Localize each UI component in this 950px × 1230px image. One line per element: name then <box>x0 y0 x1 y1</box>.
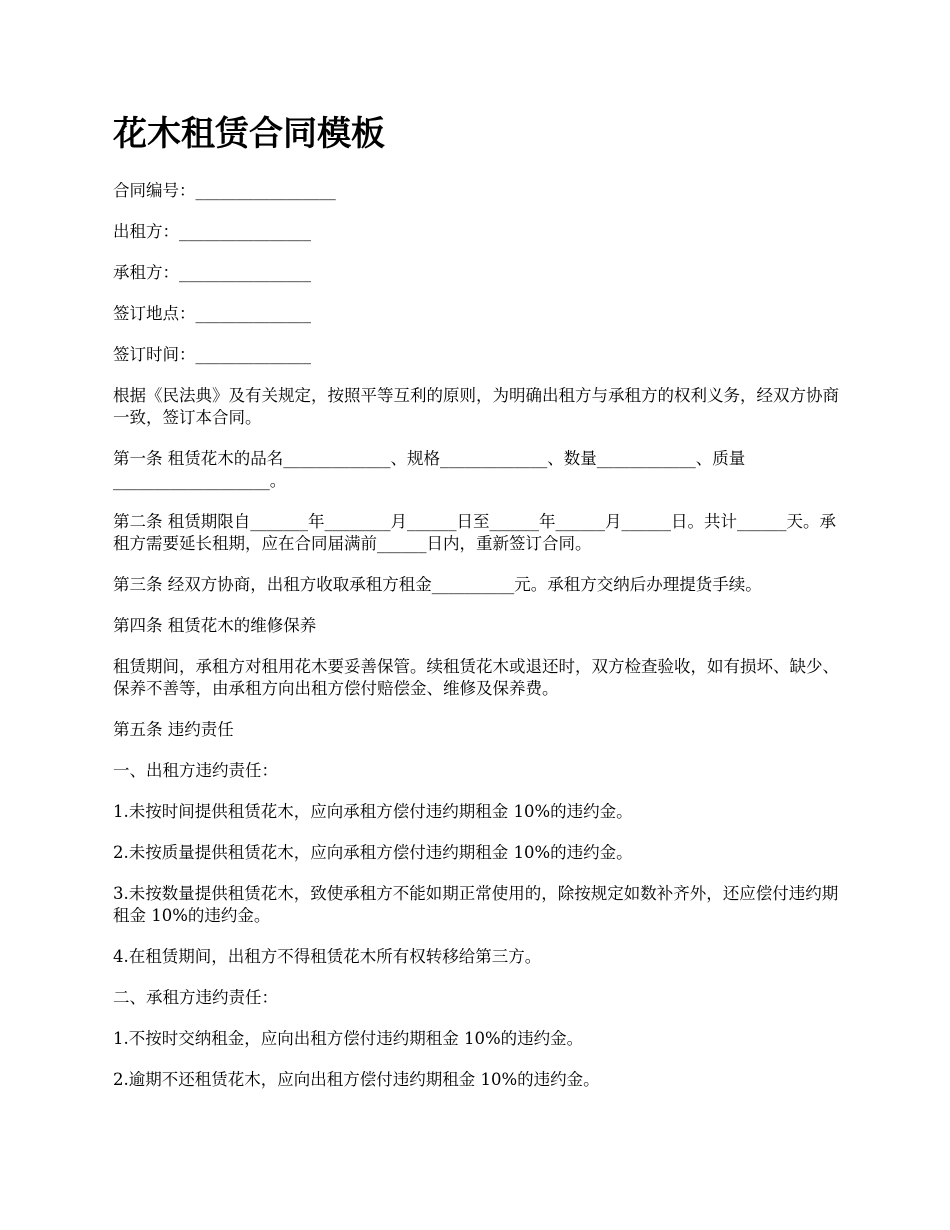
signing-place-line: 签订地点：______________ <box>113 304 311 323</box>
article-2: 第二条 租赁期限自_______年________月______日至______年______月______日。共计______天。承租方需要延长租期，应在合同届满前______日内，重新签订合同。 <box>113 512 836 553</box>
article-4-body: 租赁期间，承租方对租用花木要妥善保管。续租赁花木或退还时，双方检查验收，如有损坏、缺少、保养不善等，由承租方向出租方偿付赔偿金、维修及保养费。 <box>113 657 839 698</box>
contract-number-line: 合同编号：_________________ <box>113 181 336 200</box>
lessee-liability-heading: 二、承租方违约责任： <box>113 988 278 1007</box>
lessor-liability-item-1: 1.未按时间提供租赁花木，应向承租方偿付违约期租金 10%的违约金。 <box>113 802 633 821</box>
lessee-liability-item-2: 2.逾期不还租赁花木，应向出租方偿付违约期租金 10%的违约金。 <box>113 1070 600 1089</box>
lessor-line: 出租方：________________ <box>113 222 311 241</box>
document-page <box>113 108 843 1110</box>
lessor-liability-heading: 一、出租方违约责任： <box>113 761 278 780</box>
lessor-liability-item-2: 2.未按质量提供租赁花木，应向承租方偿付违约期租金 10%的违约金。 <box>113 843 633 862</box>
lessee-liability-item-1: 1.不按时交纳租金，应向出租方偿付违约期租金 10%的违约金。 <box>113 1029 584 1048</box>
signing-time-line: 签订时间：______________ <box>113 345 311 364</box>
article-1: 第一条 租赁花木的品名_____________、规格_____________、数量____________、质量___________________。 <box>113 449 746 490</box>
lessee-line: 承租方：________________ <box>113 263 311 282</box>
article-4-heading: 第四条 租赁花木的维修保养 <box>113 616 317 635</box>
article-3: 第三条 经双方协商，出租方收取承租方租金__________元。承租方交纳后办理提货手续。 <box>113 575 762 594</box>
article-5-heading: 第五条 违约责任 <box>113 720 234 739</box>
preamble-paragraph: 根据《民法典》及有关规定，按照平等互利的原则，为明确出租方与承租方的权利义务，经双方协商一致，签订本合同。 <box>113 386 839 427</box>
document-title: 花木租赁合同模板 <box>113 114 385 154</box>
lessor-liability-item-3: 3.未按数量提供租赁花木，致使承租方不能如期正常使用的，除按规定如数补齐外，还应偿付违约期租金 10%的违约金。 <box>113 884 839 925</box>
lessor-liability-item-4: 4.在租赁期间，出租方不得租赁花木所有权转移给第三方。 <box>113 947 542 966</box>
